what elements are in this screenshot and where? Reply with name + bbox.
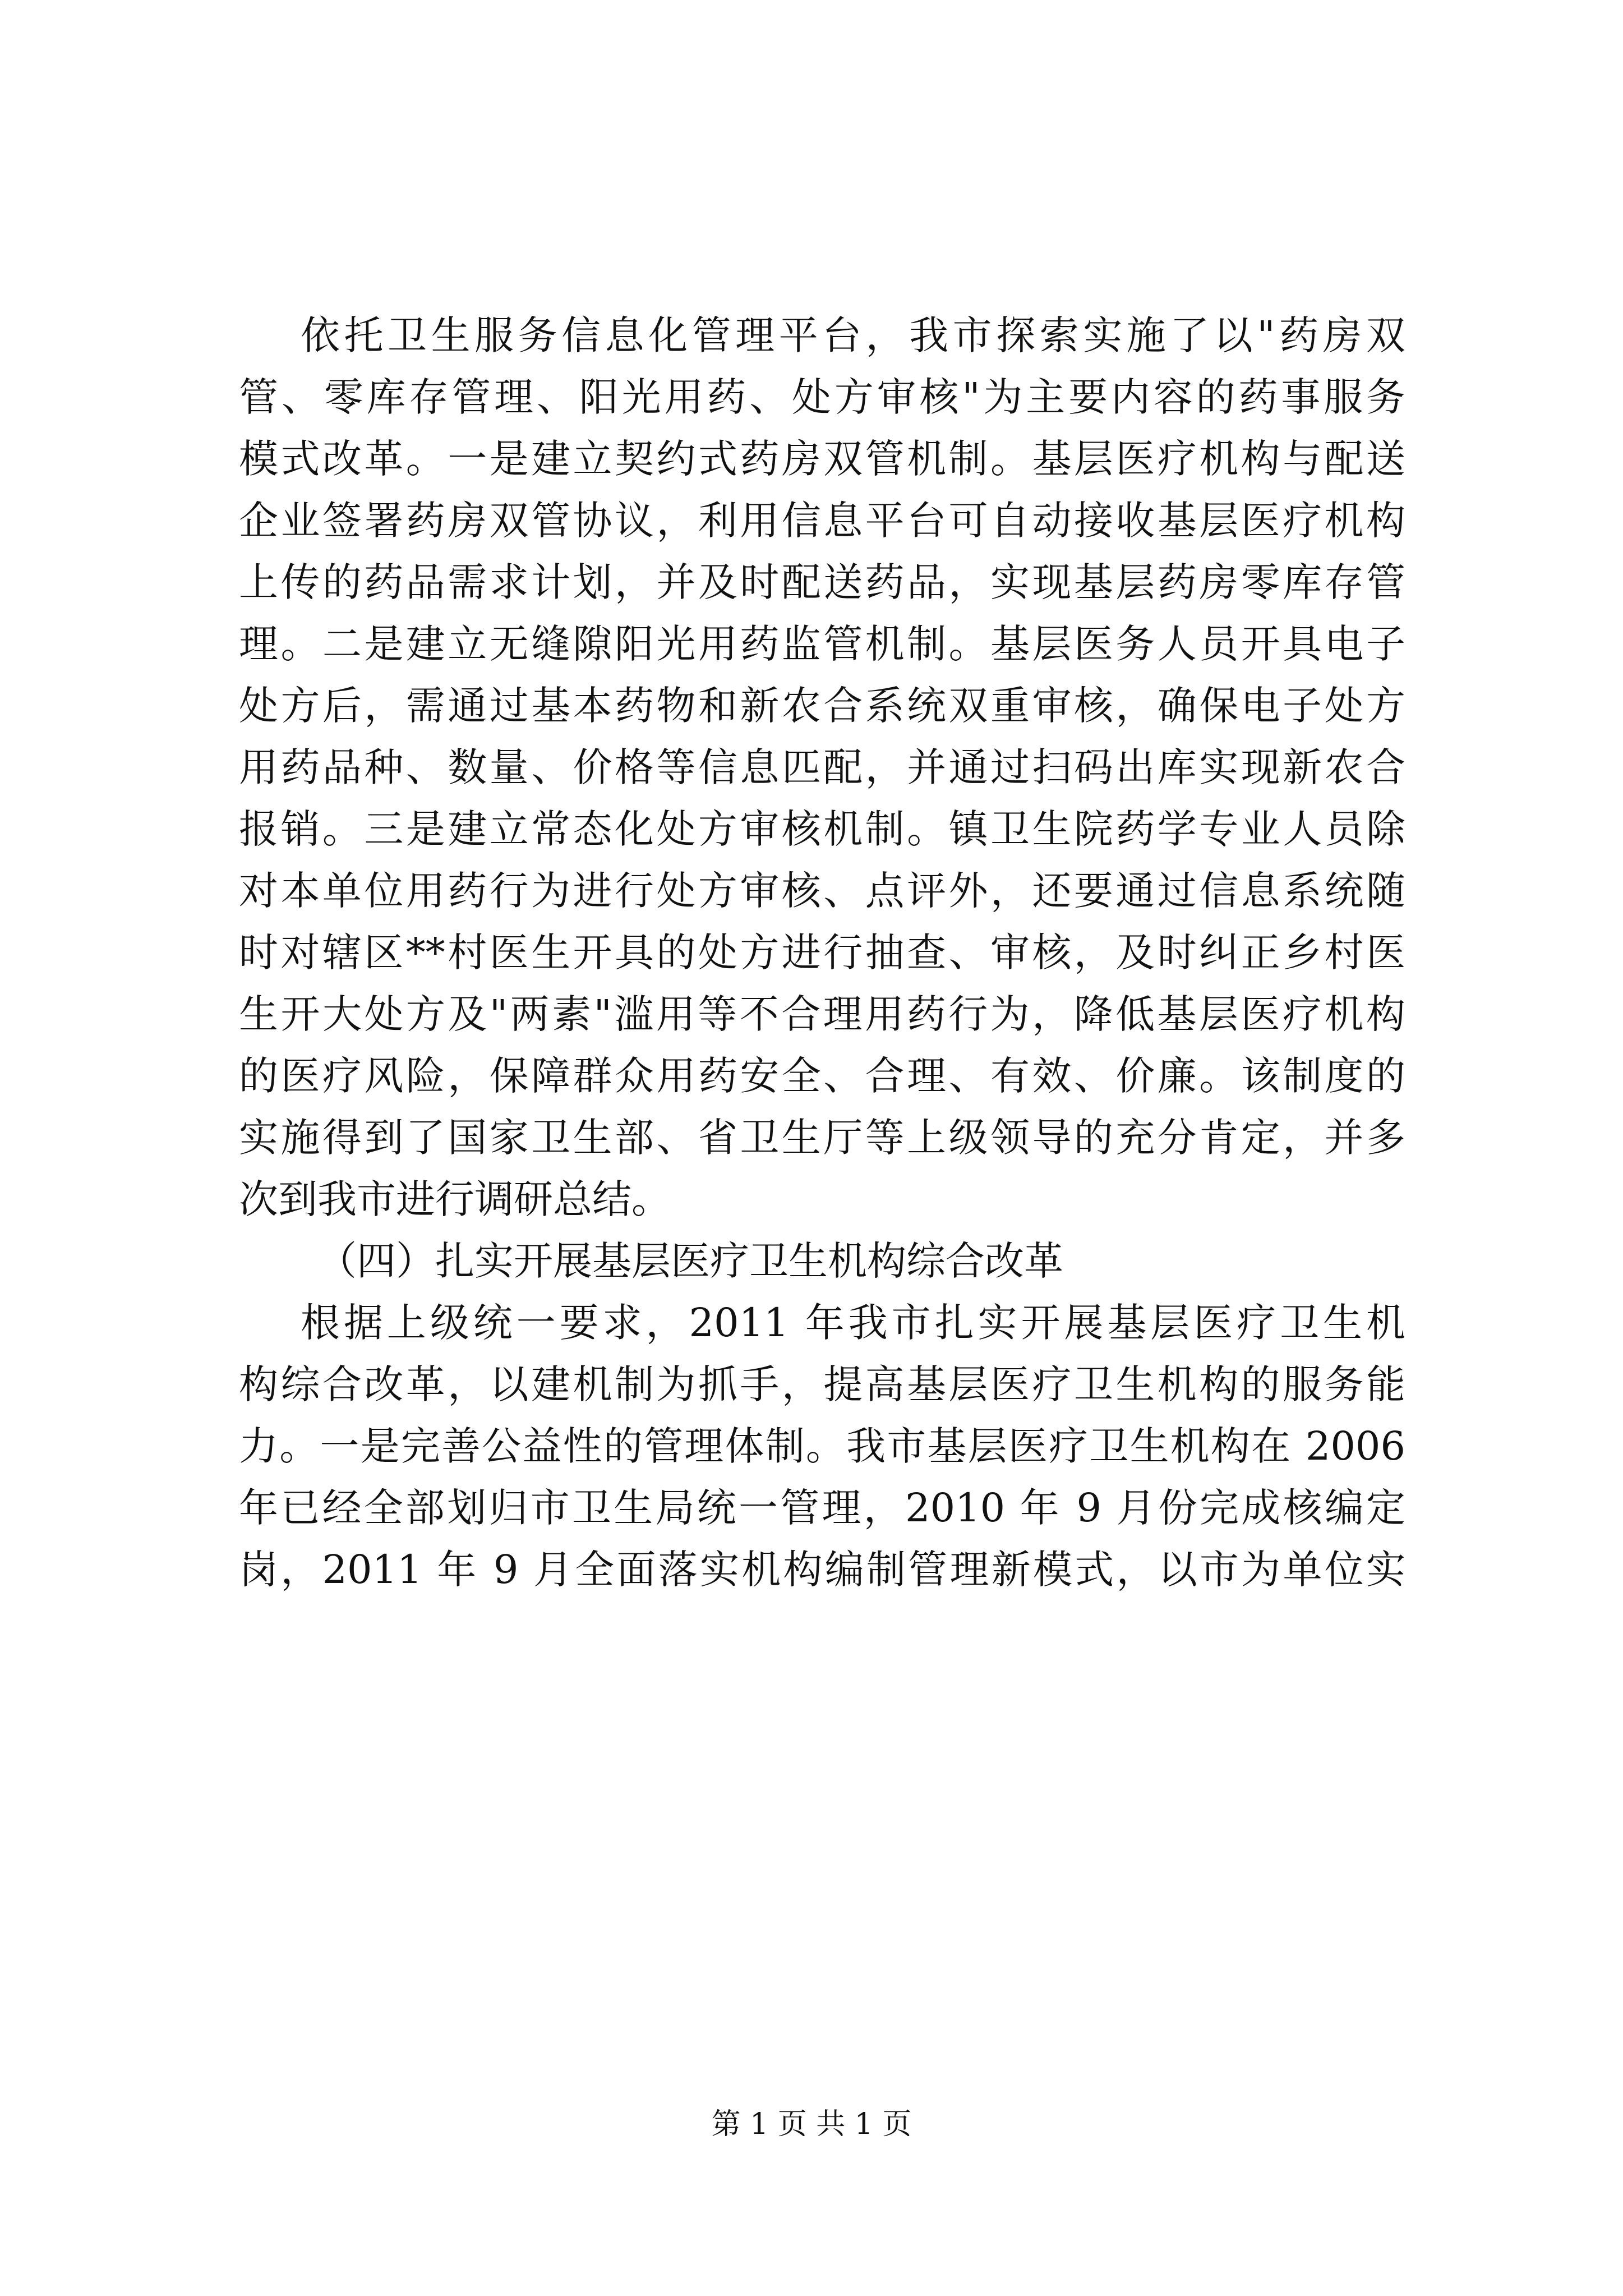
paragraph-2-line-4: 年已经全部划归市卫生局统一管理，2010 年 9 月份完成核编定 [239, 1485, 1405, 1531]
paragraph-1-line-5: 上传的药品需求计划，并及时配送药品，实现基层药房零库存管 [239, 559, 1405, 605]
page-footer: 第 1 页 共 1 页 [711, 2108, 912, 2141]
paragraph-1-line-9: 报销。三是建立常态化处方审核机制。镇卫生院药学专业人员除 [239, 806, 1405, 852]
paragraph-1-line-10: 对本单位用药行为进行处方审核、点评外，还要通过信息系统随 [239, 868, 1405, 914]
paragraph-1-line-6: 理。二是建立无缝隙阳光用药监管机制。基层医务人员开具电子 [239, 621, 1405, 667]
paragraph-2-line-2: 构综合改革，以建机制为抓手，提高基层医疗卫生机构的服务能 [239, 1361, 1405, 1407]
paragraph-1-line-13: 的医疗风险，保障群众用药安全、合理、有效、价廉。该制度的 [239, 1053, 1405, 1099]
paragraph-1-line-3: 模式改革。一是建立契约式药房双管机制。基层医疗机构与配送 [239, 436, 1405, 482]
paragraph-1-line-7: 处方后，需通过基本药物和新农合系统双重审核，确保电子处方 [239, 683, 1405, 729]
paragraph-1-line-15: 次到我市进行调研总结。 [239, 1176, 671, 1222]
paragraph-2-line-5: 岗，2011 年 9 月全面落实机构编制管理新模式，以市为单位实 [239, 1547, 1405, 1593]
paragraph-1-line-8: 用药品种、数量、价格等信息匹配，并通过扫码出库实现新农合 [239, 744, 1405, 790]
section-heading: （四）扎实开展基层医疗卫生机构综合改革 [317, 1238, 1063, 1284]
paragraph-1-line-2: 管、零库存管理、阳光用药、处方审核"为主要内容的药事服务 [239, 374, 1405, 420]
paragraph-1-line-11: 时对辖区**村医生开具的处方进行抽查、审核，及时纠正乡村医 [239, 930, 1405, 976]
paragraph-1-line-12: 生开大处方及"两素"滥用等不合理用药行为，降低基层医疗机构 [239, 991, 1405, 1037]
paragraph-1-line-4: 企业签署药房双管协议，利用信息平台可自动接收基层医疗机构 [239, 498, 1405, 544]
paragraph-2-line-3: 力。一是完善公益性的管理体制。我市基层医疗卫生机构在 2006 [239, 1423, 1405, 1469]
paragraph-2-line-1: 根据上级统一要求，2011 年我市扎实开展基层医疗卫生机 [301, 1300, 1405, 1346]
paragraph-1-line-14: 实施得到了国家卫生部、省卫生厅等上级领导的充分肯定，并多 [239, 1115, 1405, 1161]
paragraph-1-line-1: 依托卫生服务信息化管理平台，我市探索实施了以"药房双 [301, 312, 1405, 358]
